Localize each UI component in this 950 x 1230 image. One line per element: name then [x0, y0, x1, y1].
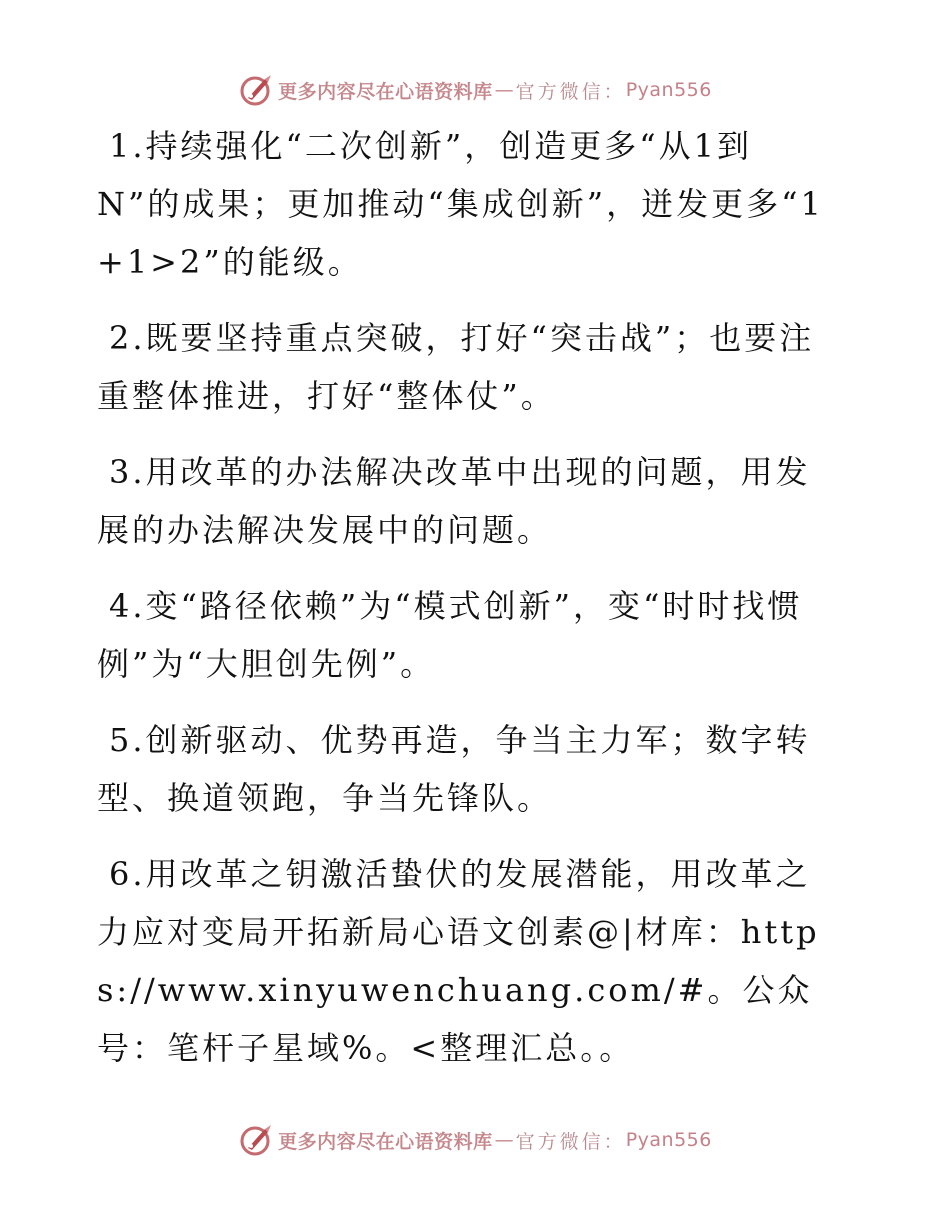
header-label: 更多内容尽在心语资料库 [278, 80, 493, 103]
quill-logo-icon [238, 1122, 274, 1158]
footer-wechat-id: Pyan556 [625, 1129, 712, 1151]
paragraph-5 [97, 711, 832, 827]
paragraph-number: 2. [109, 319, 146, 357]
paragraph-2 [97, 309, 832, 425]
paragraph-6 [97, 845, 832, 1077]
paragraph-1 [97, 117, 832, 291]
header-official-label: 官方微信： [515, 80, 626, 103]
paragraph-text: 创新驱动、优势再造，争当主力军；数字转型、换道领跑，争当先锋队。 [97, 721, 811, 817]
header-banner [0, 70, 950, 110]
footer-dash: — [494, 1129, 514, 1151]
paragraph-number: 1. [109, 127, 146, 165]
paragraph-number: 4. [109, 587, 146, 625]
footer-banner [0, 1120, 950, 1160]
paragraph-4 [97, 577, 832, 693]
paragraph-text: 既要坚持重点突破，打好“突击战”；也要注重整体推进，打好“整体仗”。 [97, 319, 815, 415]
quill-logo-icon [238, 72, 274, 108]
paragraph-text: 变“路径依赖”为“模式创新”，变“时时找惯例”为“大胆创先例”。 [97, 587, 803, 683]
footer-label: 更多内容尽在心语资料库 [278, 1130, 493, 1153]
paragraph-text: 用改革之钥激活蛰伏的发展潜能，用改革之力应对变局开拓新局心语文创素@|材库：https://www.xinyuwenchuang.com/#。公众号：笔杆子星域%。<整理汇总。。 [97, 855, 820, 1067]
header-wechat-id: Pyan556 [625, 79, 712, 101]
header-dash: — [494, 79, 514, 101]
paragraph-text: 持续强化“二次创新”，创造更多“从1到N”的成果；更加推动“集成创新”，迸发更多“1+1>2”的能级。 [97, 127, 824, 281]
paragraph-number: 5. [109, 721, 146, 759]
paragraph-number: 3. [109, 453, 146, 491]
paragraph-3 [97, 443, 832, 559]
footer-official-label: 官方微信： [515, 1130, 626, 1153]
paragraph-text: 用改革的办法解决改革中出现的问题，用发展的办法解决发展中的问题。 [97, 453, 811, 549]
paragraph-number: 6. [109, 855, 146, 893]
document-body [97, 117, 832, 1095]
